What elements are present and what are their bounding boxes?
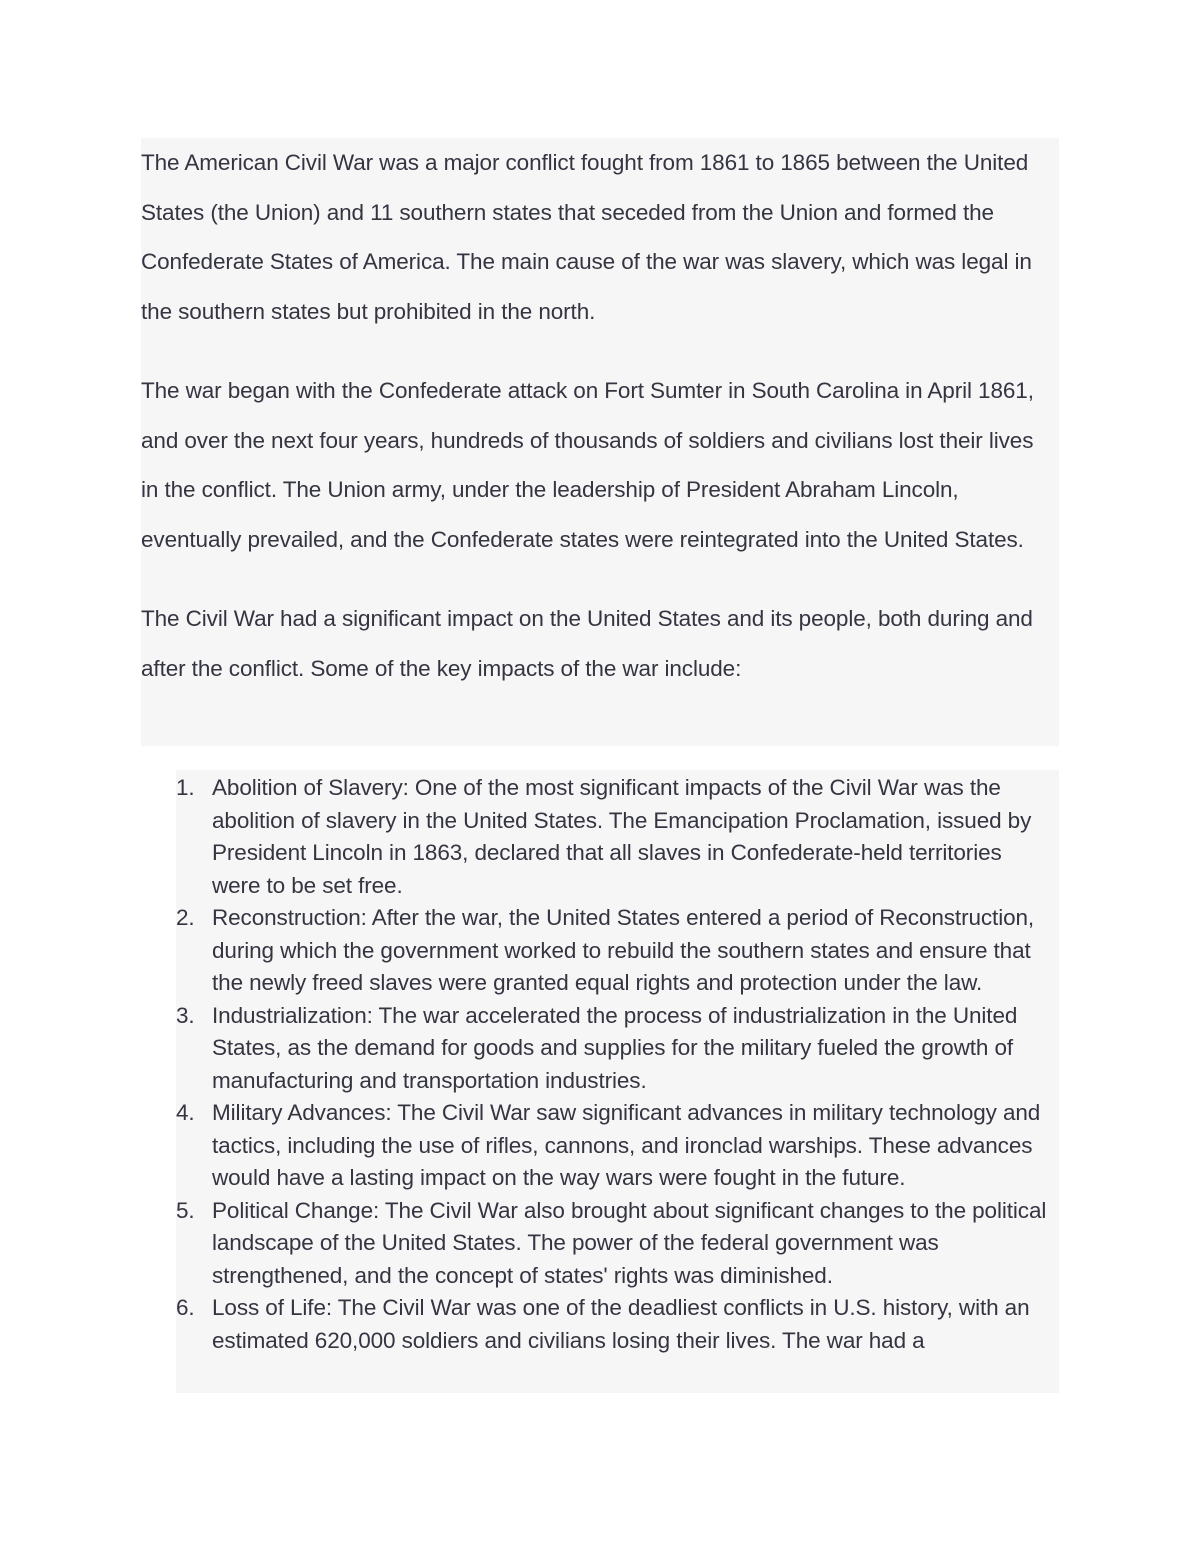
list-item-text: Military Advances: The Civil War saw significant advances in military technology and tactics, including the use of rifles, cannons, and ironclad warships. These advances would have a lasting impact on the way wars were fought in the future. — [212, 1100, 1041, 1190]
intro-text-block — [141, 138, 1059, 746]
paragraph-war-began: The war began with the Confederate attack on Fort Sumter in South Carolina in April 1861, and over the next four years, hundreds of thousands of soldiers and civilians lost their lives in the conflict. The Union army, under the leadership of President Abraham Lincoln, eventually prevailed, and the Confederate states were reintegrated into the United States. — [141, 378, 1034, 552]
list-item-text: Abolition of Slavery: One of the most significant impacts of the Civil War was the abolition of slavery in the United States. The Emancipation Proclamation, issued by President Lincoln in 1863, declared that all slaves in Confederate-held territories were to be set free. — [212, 775, 1032, 898]
list-item — [176, 1195, 1059, 1293]
list-item-number: 4. — [176, 1100, 195, 1125]
list-item-number: 5. — [176, 1197, 195, 1223]
list-item-text: Political Change: The Civil War also brought about significant changes to the political landscape of the United States. The power of the federal government was strengthened, and the concept of states' rights was diminished. — [212, 1197, 1047, 1288]
list-item-text: Reconstruction: After the war, the United States entered a period of Reconstruction, during which the government worked to rebuild the southern states and ensure that the newly freed slaves were granted equal rights and protection under the law. — [212, 905, 1035, 995]
list-item — [176, 1097, 1059, 1195]
list-item — [176, 1000, 1059, 1098]
list-item-number: 3. — [176, 1002, 195, 1028]
list-item-number: 2. — [176, 905, 195, 930]
paragraph-intro: The American Civil War was a major conflict fought from 1861 to 1865 between the United States (the Union) and 11 southern states that seceded from the Union and formed the Confederate States of America. The main cause of the war was slavery, which was legal in the southern states but prohibited in the north. — [141, 150, 1032, 324]
impacts-list-block — [176, 770, 1059, 1393]
list-item-text: Industrialization: The war accelerated the process of industrialization in the United States, as the demand for goods and supplies for the military fueled the growth of manufacturing and transportation industries. — [212, 1002, 1018, 1093]
list-item-number: 6. — [176, 1295, 195, 1320]
list-item — [176, 772, 1059, 902]
list-item-number: 1. — [176, 775, 195, 800]
impacts-list — [176, 772, 1059, 1357]
list-item-text: Loss of Life: The Civil War was one of the deadliest conflicts in U.S. history, with an estimated 620,000 soldiers and civilians losing their lives. The war had a — [212, 1295, 1030, 1353]
list-item — [176, 1292, 1059, 1357]
paragraph-impacts-intro: The Civil War had a significant impact on the United States and its people, both during and after the conflict. Some of the key impacts of the war include: — [141, 606, 1033, 681]
list-item — [176, 902, 1059, 1000]
